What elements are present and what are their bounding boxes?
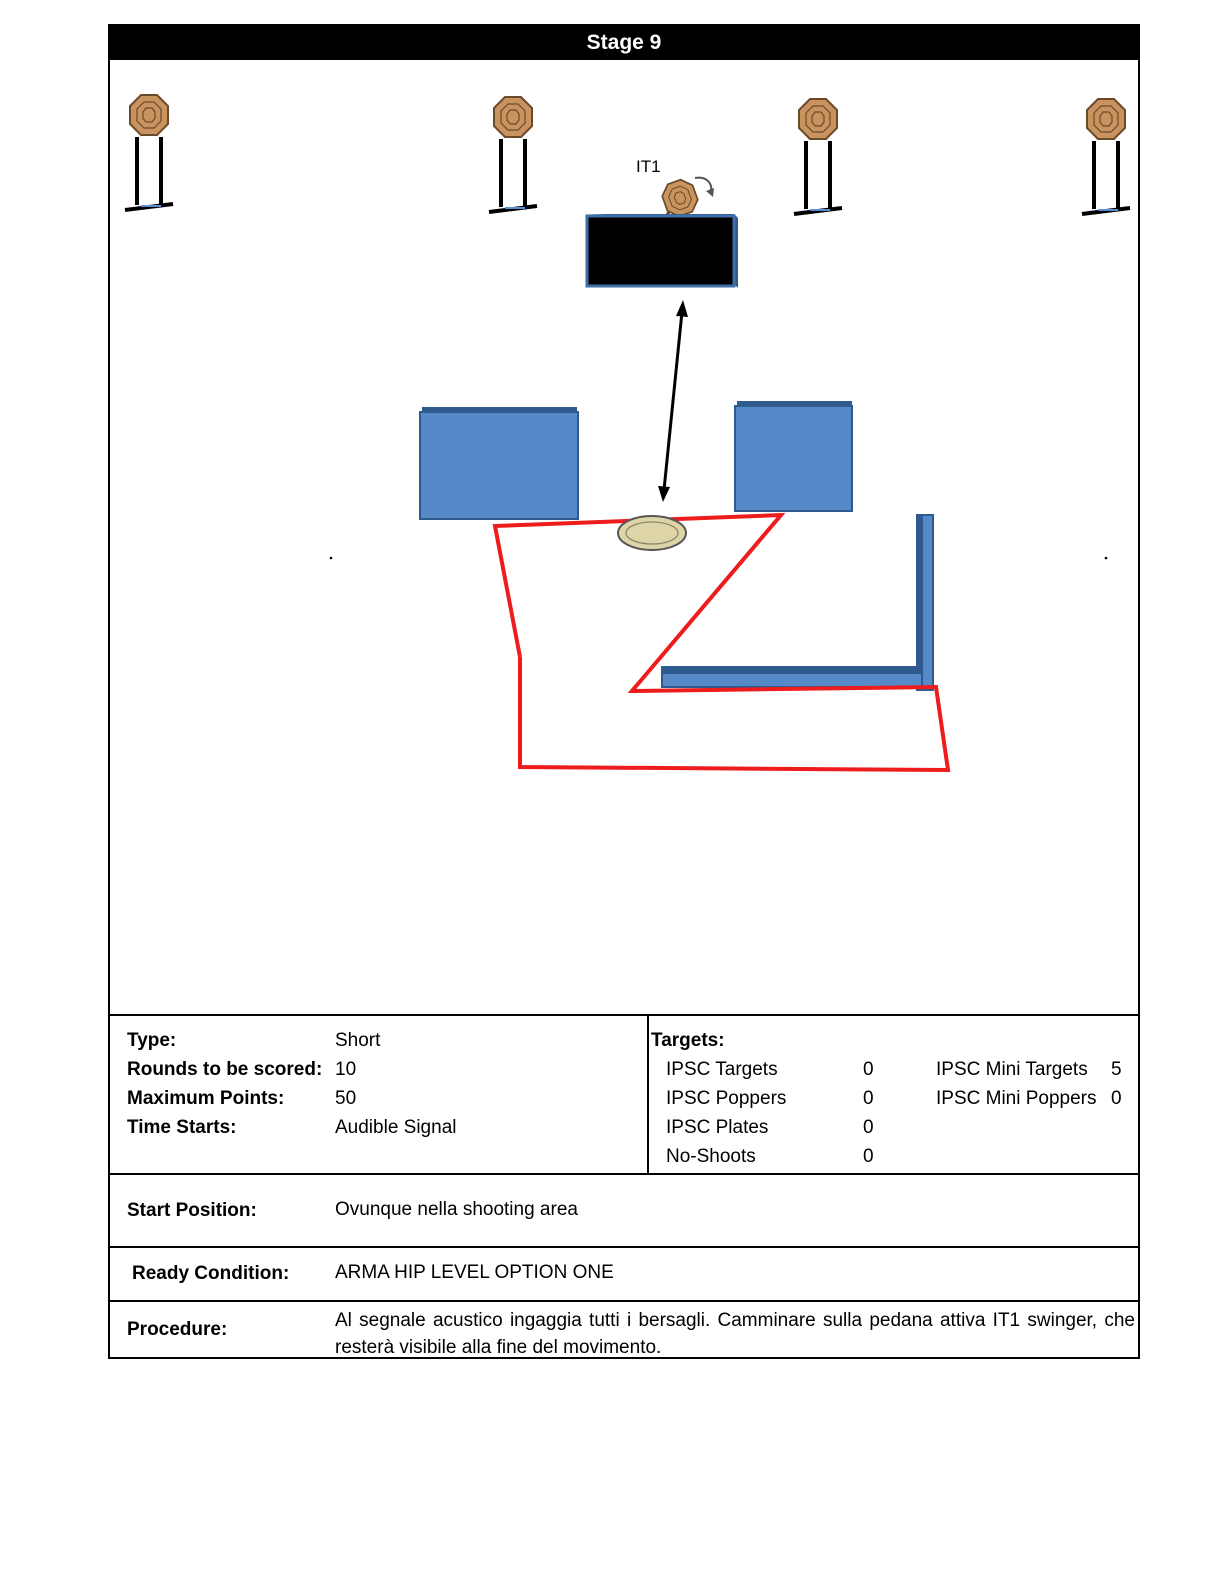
start-position-label: Start Position: — [127, 1200, 257, 1221]
targets-heading: Targets: — [651, 1030, 725, 1051]
mini-target-count: 5 — [1111, 1059, 1122, 1080]
barrier-right — [735, 401, 852, 511]
stage-diagram — [110, 60, 1138, 1014]
stage-sheet — [108, 24, 1140, 1359]
max-points-label: Maximum Points: — [127, 1088, 285, 1109]
ready-condition-row — [110, 1248, 1138, 1302]
stage-info — [110, 1014, 1138, 1175]
type-value: Short — [335, 1030, 381, 1051]
rounds-value: 10 — [335, 1059, 357, 1080]
paper-target-2 — [489, 97, 537, 212]
wall-horizontal — [662, 667, 922, 687]
barrier-left — [420, 407, 578, 519]
target-type-label: IPSC Poppers — [666, 1088, 787, 1109]
target-type-label: No-Shoots — [666, 1146, 756, 1167]
marker-dot-left — [330, 557, 333, 560]
marker-dot-right — [1105, 557, 1108, 560]
paper-target-1 — [125, 95, 173, 210]
time-starts-label: Time Starts: — [127, 1117, 237, 1138]
rounds-label: Rounds to be scored: — [127, 1059, 323, 1080]
mini-target-count: 0 — [1111, 1088, 1122, 1109]
paper-target-3 — [794, 99, 842, 214]
start-position-row — [110, 1175, 1138, 1248]
swinger-target — [659, 177, 714, 220]
max-points-value: 50 — [335, 1088, 357, 1109]
info-divider — [647, 1016, 649, 1173]
target-type-label: IPSC Plates — [666, 1117, 769, 1138]
target-type-count: 0 — [863, 1059, 874, 1080]
target-type-label: IPSC Targets — [666, 1059, 778, 1080]
type-label: Type: — [127, 1030, 177, 1051]
target-type-count: 0 — [863, 1146, 874, 1167]
activation-arrow — [658, 300, 688, 502]
ready-condition-value: ARMA HIP LEVEL OPTION ONE — [335, 1262, 614, 1283]
procedure-row — [110, 1302, 1138, 1357]
paper-target-4 — [1082, 99, 1130, 214]
procedure-label: Procedure: — [127, 1319, 228, 1340]
start-position-value: Ovunque nella shooting area — [335, 1199, 578, 1220]
stage-title: Stage 9 — [110, 26, 1138, 60]
mini-target-label: IPSC Mini Targets — [936, 1059, 1088, 1080]
target-type-count: 0 — [863, 1117, 874, 1138]
ready-condition-label: Ready Condition: — [132, 1263, 290, 1284]
black-barrier — [587, 214, 738, 288]
fault-line — [495, 515, 948, 770]
procedure-text: Al segnale acustico ingaggia tutti i bersagli. Camminare sulla pedana attiva IT1 swinger, che resterà visibile alla fine del movimento. — [335, 1310, 1135, 1358]
wall-vertical — [917, 515, 933, 690]
time-starts-value: Audible Signal — [335, 1117, 457, 1138]
mini-target-label: IPSC Mini Poppers — [936, 1088, 1097, 1109]
target-type-count: 0 — [863, 1088, 874, 1109]
activation-pad — [618, 516, 686, 550]
swinger-label: IT1 — [636, 157, 661, 176]
